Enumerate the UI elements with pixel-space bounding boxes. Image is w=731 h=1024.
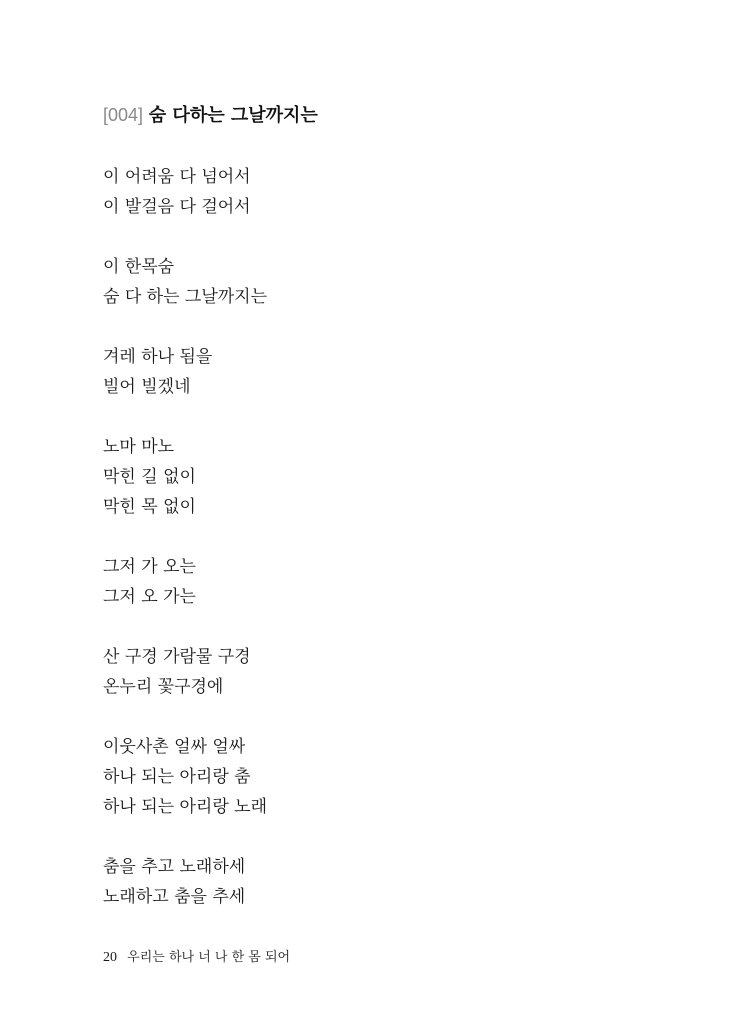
page-number: 20 [103,950,117,965]
poem-line: 막힌 목 없이 [103,497,196,517]
poem-line: 그저 오 가는 [103,587,196,607]
poem-number: [004] [103,105,144,125]
poem-line: 이웃사촌 얼싸 얼싸 [103,737,246,757]
stanza-4 [103,432,663,522]
book-title: 우리는 하나 너 나 한 몸 되어 [127,950,291,965]
stanza-7 [103,732,663,822]
stanza-6 [103,642,663,702]
poem-line: 빌어 빌겠네 [103,377,191,397]
poem-line: 노마 마노 [103,437,175,457]
poem-line: 이 어려움 다 넘어서 [103,167,251,187]
poem-line: 하나 되는 아리랑 춤 [103,767,251,787]
poem-line: 이 한목숨 [103,257,175,277]
poem-line: 겨레 하나 됨을 [103,347,213,367]
poem-line: 하나 되는 아리랑 노래 [103,797,268,817]
stanza-2 [103,252,663,312]
poem-line: 노래하고 춤을 추세 [103,887,246,907]
poem-line: 춤을 추고 노래하세 [103,857,246,877]
stanza-1 [103,162,663,222]
page-footer [103,948,290,968]
poem-line: 그저 가 오는 [103,557,196,577]
poem-title-text: 숨 다하는 그날까지는 [148,105,318,126]
poem-line: 숨 다 하는 그날까지는 [103,287,268,307]
poem-line: 산 구경 가람물 구경 [103,647,251,667]
poem-line: 온누리 꽃구경에 [103,677,224,697]
poem-title [103,103,318,128]
stanza-8 [103,852,663,912]
stanza-3 [103,342,663,402]
poem-line: 이 발걸음 다 걸어서 [103,197,251,217]
stanza-5 [103,552,663,612]
poem-body [103,162,663,942]
poem-line: 막힌 길 없이 [103,467,196,487]
